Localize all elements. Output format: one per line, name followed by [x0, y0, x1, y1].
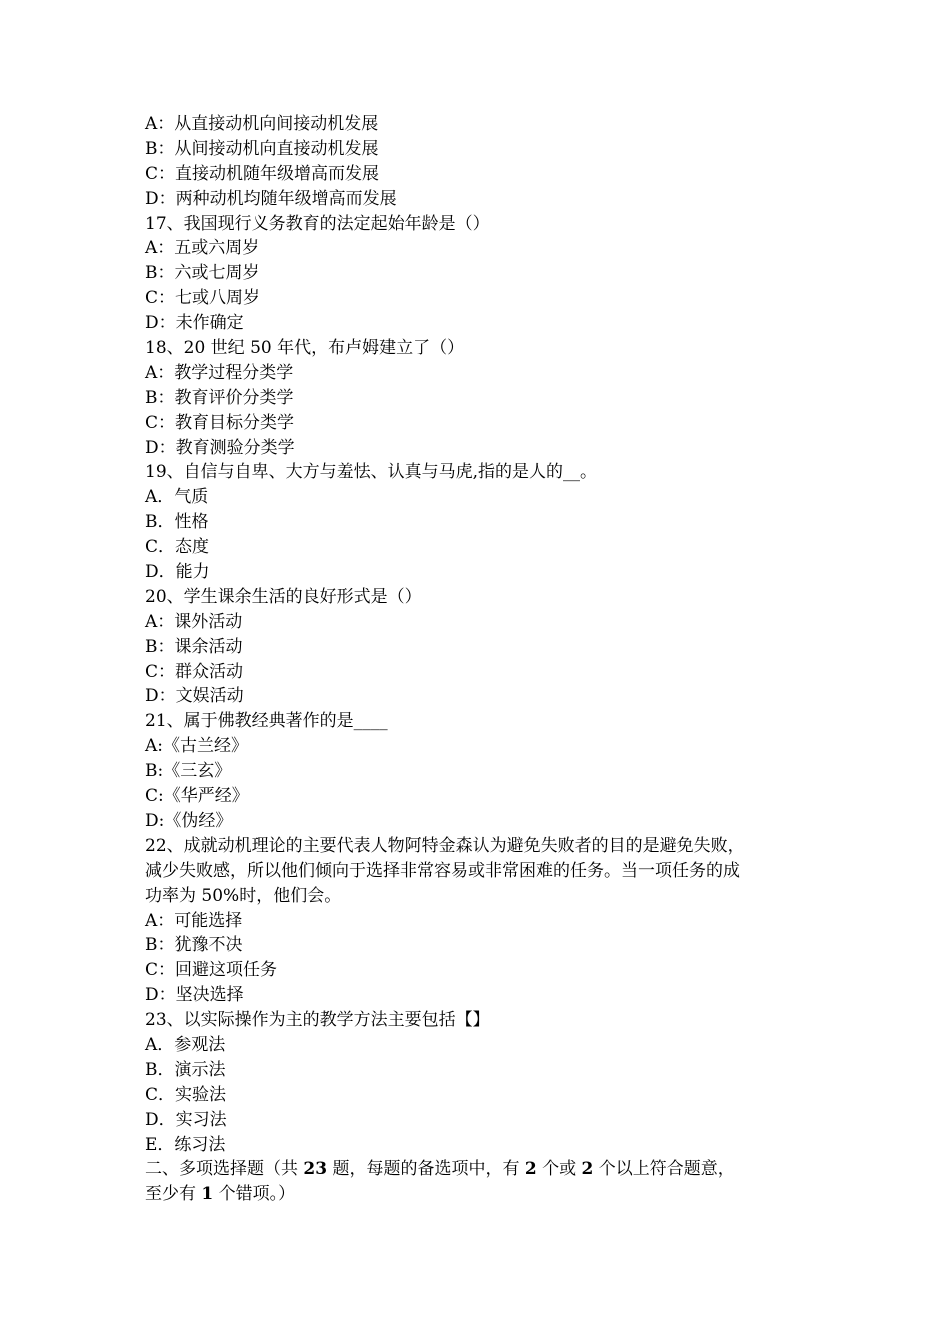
section-heading-line-1 — [145, 1157, 810, 1182]
option-c: C：群众活动 — [145, 661, 244, 682]
heading-text: 个或 — [536, 1159, 582, 1180]
option-a: A：课外活动 — [145, 611, 243, 632]
question-text-line-2: 减少失败感，所以他们倾向于选择非常容易或非常困难的任务。当一项任务的成 — [145, 860, 740, 881]
option-e: E．练习法 — [145, 1134, 226, 1155]
question-17 — [145, 212, 810, 336]
option-d: D．实习法 — [145, 1109, 227, 1130]
question-16-options — [145, 112, 810, 212]
section-2-heading — [145, 1157, 810, 1207]
question-19 — [145, 460, 810, 584]
section-heading-line-2 — [145, 1182, 810, 1207]
option-d: D:《伪经》 — [145, 810, 233, 831]
min-correct-count: 2 — [581, 1159, 594, 1180]
option-d: D：教育测验分类学 — [145, 437, 295, 458]
question-text: 20、学生课余生活的良好形式是（） — [145, 586, 422, 607]
option-c: C:《华严经》 — [145, 786, 249, 807]
question-23 — [145, 1008, 810, 1157]
question-count: 23 — [303, 1159, 328, 1180]
question-22 — [145, 834, 810, 1008]
option-c: C：回避这项任务 — [145, 960, 278, 981]
option-c: C：教育目标分类学 — [145, 412, 295, 433]
heading-text: 个以上符合题意， — [593, 1159, 735, 1180]
option-d: D．能力 — [145, 562, 210, 583]
option-d: D：两种动机均随年级增高而发展 — [145, 188, 397, 209]
option-b: B：从间接动机向直接动机发展 — [145, 138, 379, 159]
option-a: A:《古兰经》 — [145, 736, 249, 757]
question-20 — [145, 585, 810, 709]
heading-text: 题，每题的备选项中，有 — [327, 1159, 525, 1180]
wrong-count: 1 — [201, 1184, 214, 1205]
option-b: B．性格 — [145, 512, 209, 533]
question-text: 19、自信与自卑、大方与羞怯、认真与马虎,指的是人的__。 — [145, 462, 598, 483]
question-text: 17、我国现行义务教育的法定起始年龄是（） — [145, 213, 490, 234]
question-text: 23、以实际操作为主的教学方法主要包括【】 — [145, 1010, 490, 1031]
question-text: 21、属于佛教经典著作的是____ — [145, 711, 388, 732]
option-b: B：犹豫不决 — [145, 935, 243, 956]
option-b: B：教育评价分类学 — [145, 387, 294, 408]
heading-text: 二、多项选择题（共 — [145, 1159, 304, 1180]
option-a: A：五或六周岁 — [145, 238, 260, 259]
option-b: B:《三玄》 — [145, 761, 232, 782]
option-a: A．气质 — [145, 487, 209, 508]
option-d: D：未作确定 — [145, 313, 244, 334]
option-a: A：教学过程分类学 — [145, 362, 294, 383]
document-page — [145, 112, 810, 1207]
question-text-line-3: 功率为 50%时，他们会。 — [145, 885, 342, 906]
heading-text: 个错项。） — [213, 1184, 296, 1205]
option-b: B．演示法 — [145, 1059, 226, 1080]
option-c: C：七或八周岁 — [145, 288, 261, 309]
option-c: C：直接动机随年级增高而发展 — [145, 163, 380, 184]
question-text-line-1: 22、成就动机理论的主要代表人物阿特金森认为避免失败者的目的是避免失败， — [145, 835, 745, 856]
heading-text: 至少有 — [145, 1184, 202, 1205]
option-b: B：六或七周岁 — [145, 263, 260, 284]
option-d: D：文娱活动 — [145, 686, 244, 707]
min-correct-count: 2 — [524, 1159, 537, 1180]
option-a: A：可能选择 — [145, 910, 243, 931]
option-b: B：课余活动 — [145, 636, 243, 657]
question-text: 18、20 世纪 50 年代，布卢姆建立了（） — [145, 338, 465, 359]
option-c: C．实验法 — [145, 1084, 227, 1105]
option-a: A：从直接动机向间接动机发展 — [145, 114, 379, 134]
question-21 — [145, 709, 810, 833]
option-d: D：坚决选择 — [145, 985, 244, 1006]
option-a: A．参观法 — [145, 1034, 226, 1055]
question-18 — [145, 336, 810, 460]
option-c: C．态度 — [145, 537, 210, 558]
